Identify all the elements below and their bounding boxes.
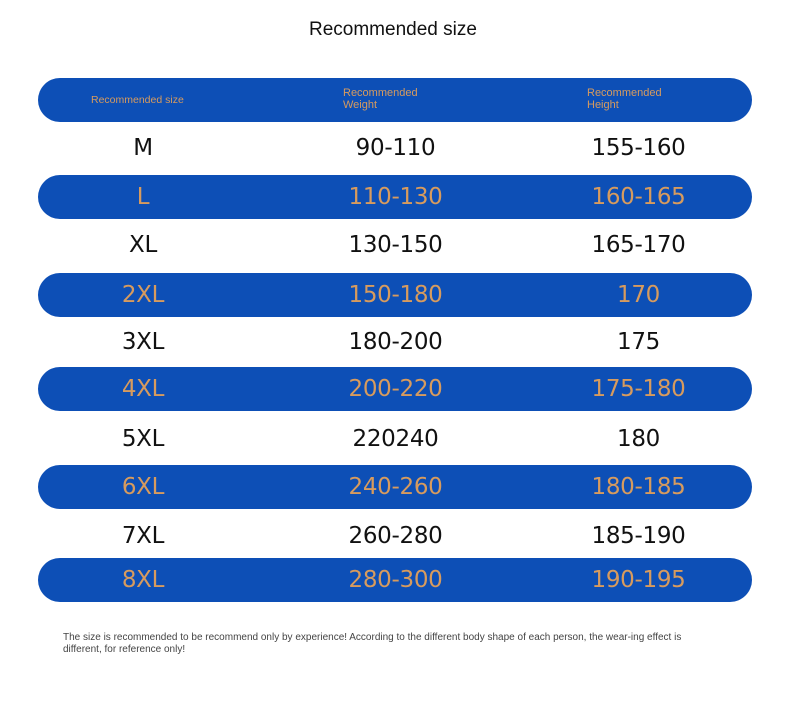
size-cell: 2XL: [121, 282, 165, 308]
height-cell: 155-160: [591, 135, 686, 161]
height-cell: 175-180: [591, 376, 686, 402]
height-cell: 180-185: [591, 474, 686, 500]
weight-cell: 240-260: [348, 474, 443, 500]
weight-cell: 150-180: [348, 282, 443, 308]
size-cell: 7XL: [121, 523, 165, 549]
table-row: [38, 273, 752, 317]
size-cell: M: [133, 135, 153, 161]
page-title: Recommended size: [309, 19, 477, 40]
height-cell: 180: [617, 426, 660, 452]
weight-cell: 200-220: [348, 376, 443, 402]
table-row: [38, 175, 752, 219]
size-cell: 4XL: [121, 376, 165, 402]
table-row: [38, 558, 752, 602]
table-row: [38, 514, 752, 558]
disclaimer-note: The size is recommended to be recommend only by experience! According to the different body shape of each person, the wear-ing effect is different, for reference only!: [63, 632, 682, 655]
size-cell: 3XL: [121, 329, 165, 355]
table-row: [38, 223, 752, 267]
table-row: [38, 417, 752, 461]
table-row: [38, 465, 752, 509]
height-cell: 190-195: [591, 567, 686, 593]
height-cell: 165-170: [591, 232, 686, 258]
weight-cell: 260-280: [348, 523, 443, 549]
height-cell: 170: [617, 282, 660, 308]
table-row: [38, 320, 752, 364]
table-row: [38, 367, 752, 411]
size-cell: XL: [129, 232, 157, 258]
weight-cell: 110-130: [348, 184, 443, 210]
header-height-label: Recommended Height: [587, 87, 662, 111]
size-cell: 8XL: [121, 567, 165, 593]
table-header: [38, 78, 752, 122]
weight-cell: 180-200: [348, 329, 443, 355]
weight-cell: 280-300: [348, 567, 443, 593]
weight-cell: 130-150: [348, 232, 443, 258]
table-row: [38, 126, 752, 170]
weight-cell: 220240: [352, 426, 439, 452]
size-cell: 6XL: [121, 474, 165, 500]
size-cell: L: [136, 184, 150, 210]
height-cell: 185-190: [591, 523, 686, 549]
size-cell: 5XL: [121, 426, 165, 452]
weight-cell: 90-110: [355, 135, 436, 161]
height-cell: 160-165: [591, 184, 686, 210]
header-weight-label: Recommended Weight: [343, 87, 418, 111]
height-cell: 175: [617, 329, 660, 355]
header-size-label: Recommended size: [91, 94, 184, 106]
